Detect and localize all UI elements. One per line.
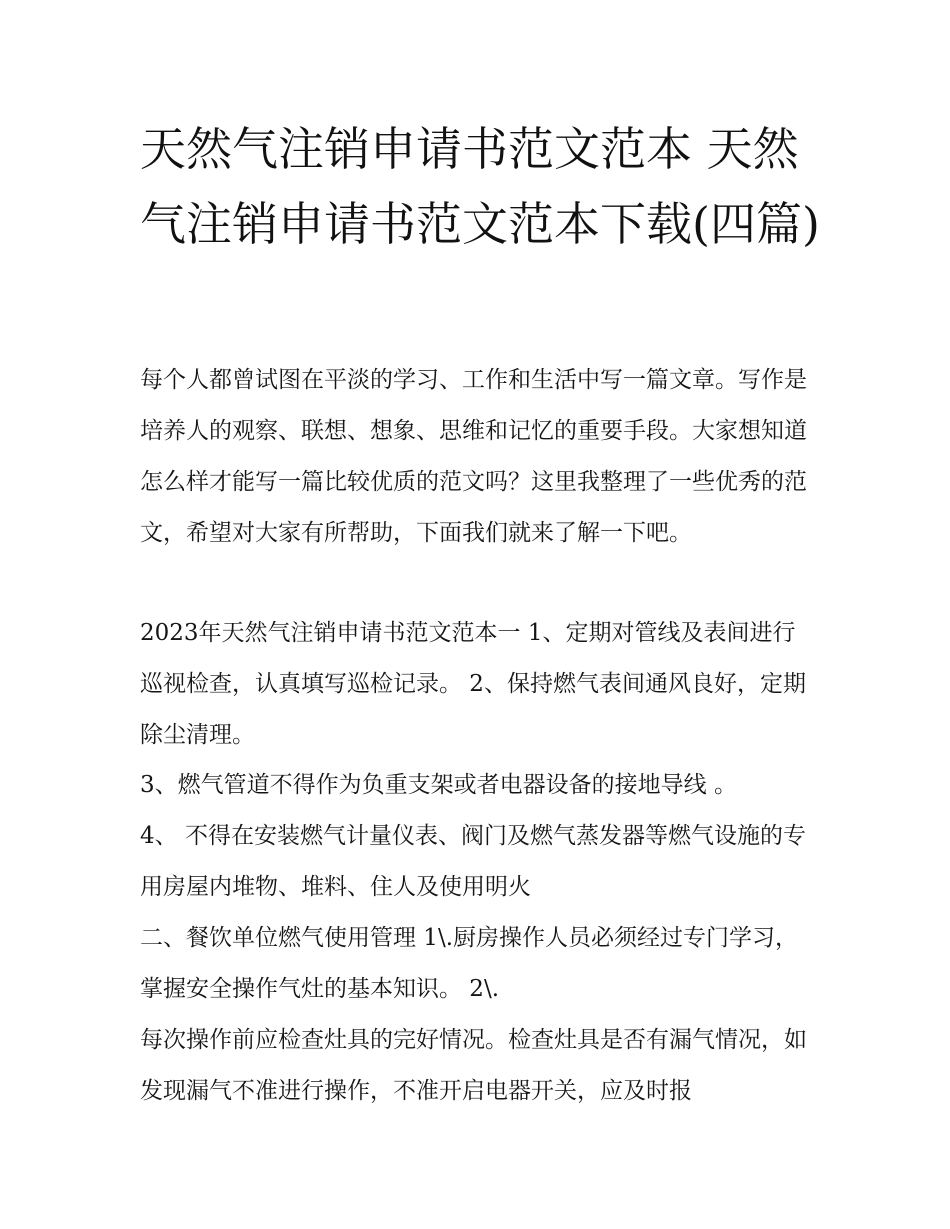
document-title: 天然气注销申请书范文范本 天然气注销申请书范文范本下载(四篇) [140, 122, 820, 251]
dining-section-paragraph: 二、餐饮单位燃气使用管理 1\.厨房操作人员必须经过专门学习，掌握安全操作气灶的基本知识。 2\. [140, 925, 799, 1002]
item-1-2-paragraph: 2023年天然气注销申请书范文范本一 1、定期对管线及表间进行巡视检查，认真填写巡检记录。 2、保持燃气表间通风良好，定期除尘清理。 [140, 620, 806, 748]
item-4-paragraph: 4、 不得在安装燃气计量仪表、阀门及燃气蒸发器等燃气设施的专用房屋内堆物、堆料、住人及使用明火 [140, 823, 806, 900]
inspection-paragraph: 每次操作前应检查灶具的完好情况。检查灶具是否有漏气情况，如发现漏气不准进行操作，不准开启电器开关，应及时报 [140, 1027, 807, 1104]
item-3-paragraph: 3、燃气管道不得作为负重支架或者电器设备的接地导线 。 [140, 772, 737, 798]
intro-paragraph: 每个人都曾试图在平淡的学习、工作和生活中写一篇文章。写作是培养人的观察、联想、想象、思维和记忆的重要手段。大家想知道怎么样才能写一篇比较优质的范文吗？这里我整理了一些优秀的范文，希望对大家有所帮助，下面我们就来了解一下吧。 [140, 367, 807, 546]
